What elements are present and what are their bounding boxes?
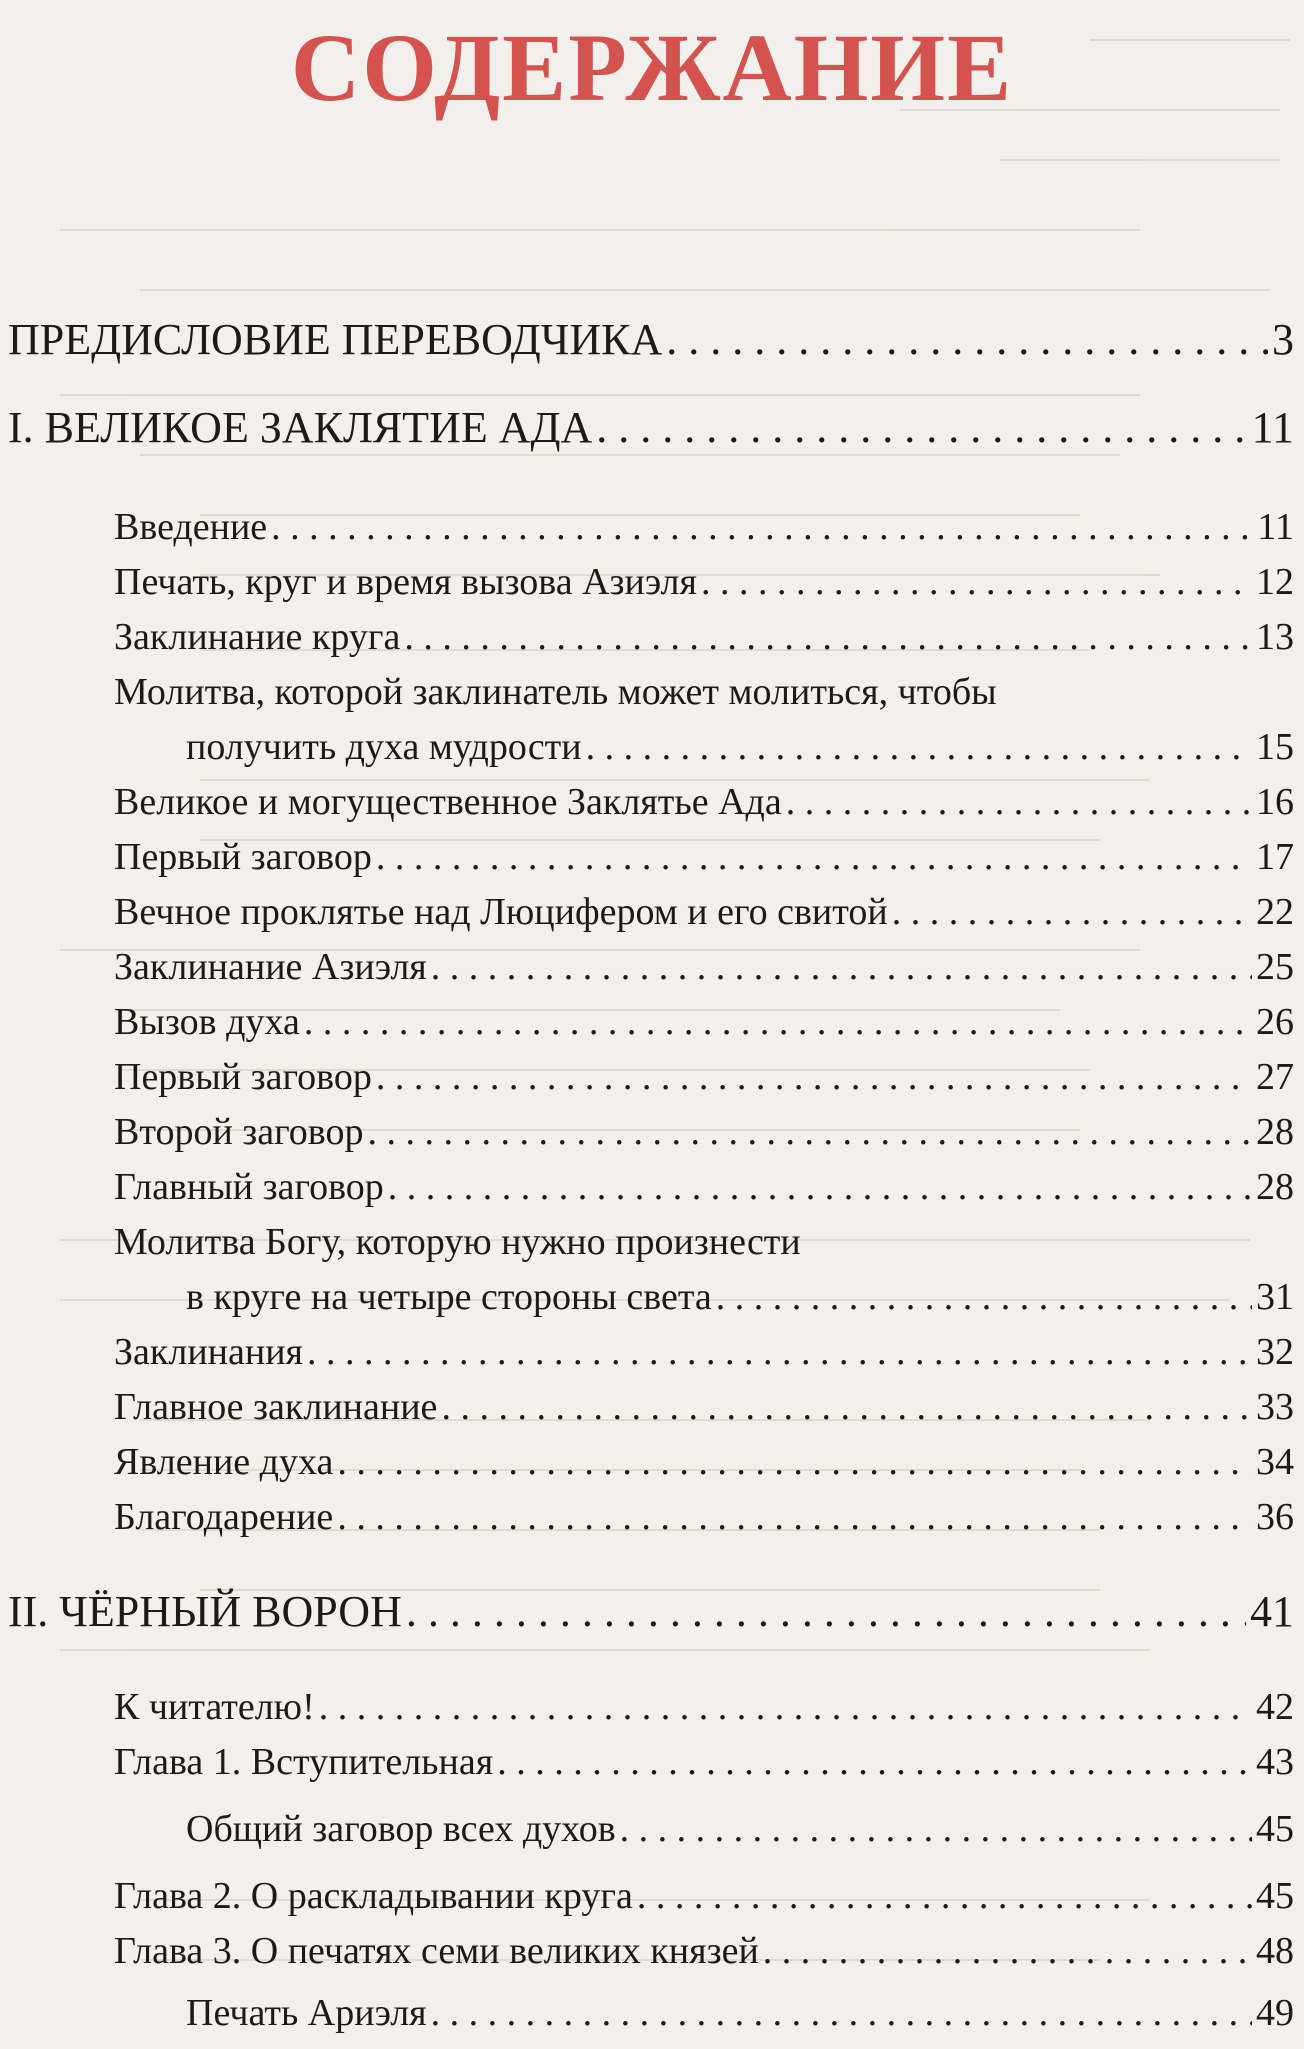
toc-leader-dots	[304, 1003, 1252, 1041]
toc-leader-dots	[307, 1333, 1252, 1371]
toc-leader-dots	[431, 948, 1252, 986]
toc-leader-dots	[763, 1932, 1252, 1970]
toc-leader-dots	[586, 728, 1252, 766]
toc-entry[interactable]	[114, 1168, 1294, 1206]
toc-leader-dots	[271, 508, 1253, 546]
toc-entry[interactable]	[186, 728, 1294, 766]
toc-leader-dots	[404, 618, 1252, 656]
toc-leader-dots	[666, 318, 1268, 362]
toc-page-number: 43	[1256, 1741, 1294, 1783]
toc-entry-preface[interactable]	[8, 315, 1294, 364]
toc-page-number: 36	[1256, 1496, 1294, 1538]
page-title: СОДЕРЖАНИЕ	[290, 14, 1014, 121]
toc-entry[interactable]	[114, 1932, 1294, 1970]
toc-entry[interactable]	[114, 948, 1294, 986]
toc-entry[interactable]	[186, 1810, 1294, 1848]
toc-entry-title: ПРЕДИСЛОВИЕ ПЕРЕВОДЧИКА	[8, 315, 663, 364]
toc-entry[interactable]	[114, 783, 1294, 821]
toc-entry-title: Введение	[114, 506, 268, 548]
toc-entry[interactable]	[186, 1994, 1294, 2032]
toc-page-number: 31	[1256, 1276, 1294, 1318]
toc-entry[interactable]	[114, 838, 1294, 876]
toc-entry[interactable]	[114, 1498, 1294, 1536]
toc-leader-dots	[892, 893, 1252, 931]
toc-entry-title: Великое и могущественное Заклятье Ада	[114, 781, 782, 823]
toc-entry[interactable]	[114, 1443, 1294, 1481]
toc-entry-title: Первый заговор	[114, 1056, 372, 1098]
toc-entry-title: Глава 2. О раскладывании круга	[114, 1875, 633, 1917]
toc-page-number: 11	[1251, 403, 1294, 452]
toc-page-number: 17	[1256, 836, 1294, 878]
toc-entry-title: Главный заговор	[114, 1166, 384, 1208]
toc-entry[interactable]	[114, 1333, 1294, 1371]
toc-entry-title: Печать, круг и время вызова Азиэля	[114, 561, 697, 603]
toc-page-number: 11	[1257, 506, 1294, 548]
toc-entry-title: Благодарение	[114, 1496, 334, 1538]
toc-entry[interactable]	[114, 1743, 1294, 1781]
toc-entry[interactable]	[114, 1058, 1294, 1096]
toc-entry-title: Глава 1. Вступительная	[114, 1741, 494, 1783]
toc-page-number: 41	[1250, 1587, 1294, 1636]
toc-page-number: 28	[1256, 1111, 1294, 1153]
toc-entry-title: Вечное проклятье над Люцифером и его свитой	[114, 891, 888, 933]
toc-leader-dots	[441, 1388, 1252, 1426]
toc-leader-dots	[376, 1058, 1252, 1096]
toc-page-number: 32	[1256, 1331, 1294, 1373]
toc-entry-title: Заклинание Азиэля	[114, 946, 427, 988]
toc-leader-dots	[406, 1590, 1246, 1634]
toc-page-number: 49	[1256, 1992, 1294, 2034]
toc-entry-title: Вызов духа	[114, 1001, 300, 1043]
toc-leader-dots	[337, 1443, 1252, 1481]
toc-entry-title: Главное заклинание	[114, 1386, 438, 1428]
toc-entry[interactable]	[114, 1877, 1294, 1915]
toc-entry-title-line1[interactable]: Молитва, которой заклинатель может молиться, чтобы	[114, 671, 997, 713]
toc-leader-dots	[368, 1113, 1253, 1151]
toc-page-number: 3	[1272, 315, 1294, 364]
toc-leader-dots	[620, 1810, 1252, 1848]
toc-leader-dots	[388, 1168, 1252, 1206]
toc-entry-title: Второй заговор	[114, 1111, 364, 1153]
toc-leader-dots	[596, 406, 1247, 450]
toc-leader-dots	[319, 1688, 1252, 1726]
toc-page-number: 13	[1256, 616, 1294, 658]
toc-page-number: 33	[1256, 1386, 1294, 1428]
toc-entry[interactable]	[114, 1113, 1294, 1151]
toc-leader-dots	[701, 563, 1252, 601]
toc-entry[interactable]	[114, 1688, 1294, 1726]
toc-page-number: 25	[1256, 946, 1294, 988]
toc-leader-dots	[431, 1994, 1252, 2032]
toc-page-number: 16	[1256, 781, 1294, 823]
toc-section-1[interactable]	[8, 403, 1294, 452]
toc-entry-title: в круге на четыре стороны света	[186, 1276, 712, 1318]
toc-entry-title: Печать Ариэля	[186, 1992, 427, 2034]
toc-entry[interactable]	[114, 893, 1294, 931]
toc-entry-title: Глава 3. О печатях семи великих князей	[114, 1930, 759, 1972]
toc-page-number: 34	[1256, 1441, 1294, 1483]
toc-entry-title-line1[interactable]: Молитва Богу, которую нужно произнести	[114, 1221, 801, 1263]
toc-page-number: 45	[1256, 1808, 1294, 1850]
toc-page-number: 48	[1256, 1930, 1294, 1972]
toc-leader-dots	[637, 1877, 1252, 1915]
toc-entry-title: Заклинание круга	[114, 616, 401, 658]
toc-leader-dots	[716, 1278, 1252, 1316]
toc-entry[interactable]	[114, 1388, 1294, 1426]
toc-entry[interactable]	[114, 1003, 1294, 1041]
toc-page-number: 26	[1256, 1001, 1294, 1043]
toc-section-2[interactable]	[8, 1587, 1294, 1636]
toc-page-number: 28	[1256, 1166, 1294, 1208]
toc-leader-dots	[786, 783, 1252, 821]
toc-entry-title: К читателю!	[114, 1686, 315, 1728]
toc-page-number: 45	[1256, 1875, 1294, 1917]
toc-page-number: 12	[1256, 561, 1294, 603]
toc-page-number: 42	[1256, 1686, 1294, 1728]
toc-page-number: 22	[1256, 891, 1294, 933]
toc-entry-title: Явление духа	[114, 1441, 334, 1483]
toc-entry[interactable]	[114, 508, 1294, 546]
toc-entry-title: Общий заговор всех духов	[186, 1808, 616, 1850]
toc-entry[interactable]	[114, 618, 1294, 656]
toc-entry-title: Первый заговор	[114, 836, 372, 878]
toc-entry-title: Заклинания	[114, 1331, 304, 1373]
toc-entry[interactable]	[186, 1278, 1294, 1316]
toc-page-number: 15	[1256, 726, 1294, 768]
toc-leader-dots	[497, 1743, 1252, 1781]
toc-entry-title: получить духа мудрости	[186, 726, 582, 768]
toc-leader-dots	[337, 1498, 1252, 1536]
toc-leader-dots	[376, 838, 1252, 876]
toc-entry-title: II. ЧЁРНЫЙ ВОРОН	[8, 1587, 402, 1636]
toc-page-number: 27	[1256, 1056, 1294, 1098]
toc-entry-title: I. ВЕЛИКОЕ ЗАКЛЯТИЕ АДА	[8, 403, 593, 452]
toc-entry[interactable]	[114, 563, 1294, 601]
